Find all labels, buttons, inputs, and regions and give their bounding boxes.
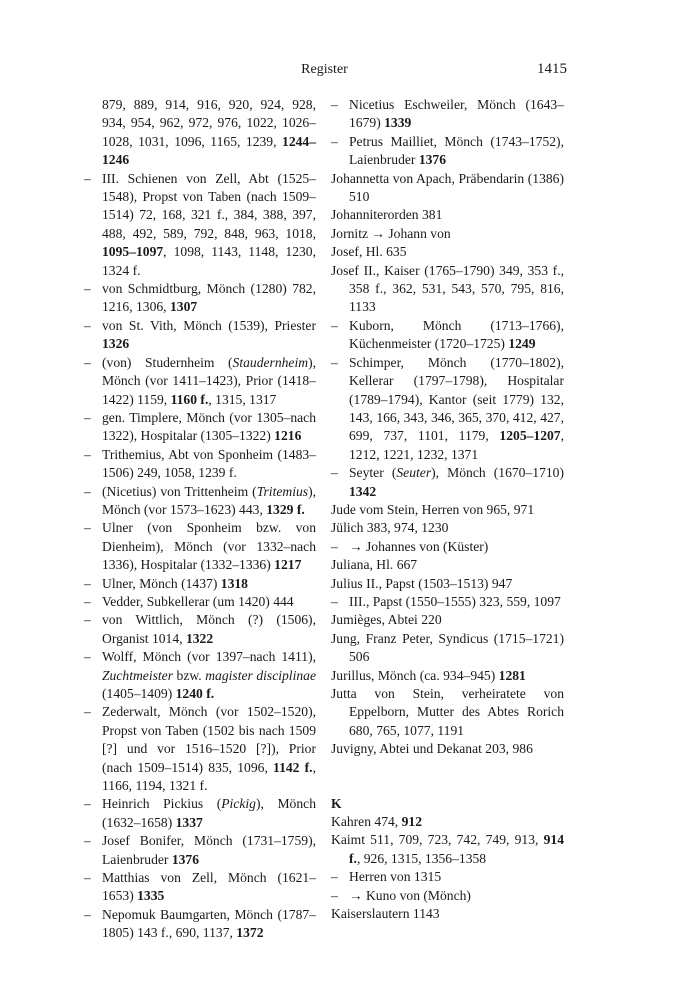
entry-text: Kaiserslautern 1143 (331, 906, 440, 922)
entry-text: III., Papst (1550–1555) 323, 559, 1097 (349, 593, 561, 609)
entry-text: Ulner, Mönch (1437) (102, 575, 221, 591)
entry-text: Jude vom Stein, Herren von 965, 971 (331, 501, 535, 517)
entry-text: ), Mönch (vor 1411–1423), Prior (1418–1422) 1159, (102, 354, 316, 407)
subentry-dash: – (331, 317, 338, 333)
entry-text: , 1098, 1143, 1148, 1230, 1324 f. (102, 244, 316, 278)
index-subentry (84, 575, 316, 593)
entry-text: Seyter ( (349, 465, 397, 481)
entry-text: Petrus Mailliet, Mönch (1743–1752), Laienbruder (349, 133, 564, 168)
entry-text: Zederwalt, Mönch (vor 1502–1520), Propst von Taben (1502 bis nach 1509 [?] und vor 1516–1520 [?]), Prior (nach 1509–1514) 835, 1096, (102, 704, 316, 775)
entry-text: (Nicetius) von Trittenheim ( (102, 483, 257, 499)
entry-text: 1142 f. (273, 759, 313, 775)
entry-text: Pickig (221, 796, 256, 812)
entry-text: Jutta von Stein, verheiratete von Eppelborn, Mutter des Abtes Rorich 680, 765, 1077, 1191 (331, 686, 564, 738)
entry-text: Trithemius, Abt von Sponheim (1483–1506) 249, 1058, 1239 f. (102, 446, 316, 481)
entry-text: Schimper, Mönch (1770–1802), Kellerar (1797–1798), Hospitalar (1789–1794), Kantor (seit 1779) 132, 143, 166, 343, 346, 365, 370, 412, 427, 699, 737, 1101, 1179, (349, 354, 564, 444)
entry-text: , 1166, 1194, 1321 f. (102, 759, 316, 794)
entry-text: ), Mönch (1670–1710) (431, 465, 564, 481)
entry-text: Josef II., Kaiser (1765–1790) 349, 353 f., 358 f., 362, 531, 543, 570, 795, 816, 1133 (331, 262, 564, 315)
entry-text: Staudernheim (232, 354, 309, 370)
entry-text: , 1315, 1317 (208, 391, 277, 407)
entry-text: Josef Bonifer, Mönch (1731–1759), Laienbruder (102, 833, 316, 867)
entry-text: → Kuno von (Mönch) (349, 887, 471, 903)
entry-text: K (331, 795, 342, 811)
entry-text: Kuborn, Mönch (1713–1766), Küchenmeister (1720–1725) (349, 317, 564, 352)
entry-text: Tritemius (256, 483, 309, 499)
index-entry (331, 262, 564, 317)
subentry-dash: – (84, 317, 91, 333)
entry-text: Juliana, Hl. 667 (331, 557, 418, 573)
subentry-dash: – (331, 593, 338, 609)
index-subentry (84, 795, 316, 832)
entry-text: Josef, Hl. 635 (331, 244, 407, 260)
entry-text: 1240 f. (175, 686, 215, 701)
index-entry (331, 225, 564, 243)
entry-text: Ulner (von Sponheim bzw. von Dienheim), Mönch (vor 1332–nach 1336), Hospitalar (1332–1336) (102, 520, 316, 573)
subentry-dash: – (84, 354, 91, 370)
entry-text: 1217 (274, 557, 302, 573)
entry-text: 1318 (220, 575, 248, 591)
index-entry (331, 519, 564, 537)
entry-text: 914 f. (349, 832, 564, 866)
entry-text: 1376 (171, 851, 200, 867)
entry-text: Jornitz → Johann von (331, 225, 451, 241)
index-subentry (331, 593, 564, 611)
entry-text: Herren von 1315 (349, 869, 442, 885)
subentry-dash: – (331, 354, 338, 370)
subentry-dash: – (84, 704, 91, 720)
subentry-dash: – (84, 870, 91, 886)
index-entry (331, 556, 564, 574)
entry-text: Vedder, Subkellerar (um 1420) 444 (102, 593, 294, 609)
running-head: Register (301, 62, 348, 77)
entry-text: Jung, Franz Peter, Syndicus (1715–1721) 506 (331, 630, 564, 665)
index-subentry (84, 409, 316, 446)
entry-text: 1376 (418, 152, 447, 168)
index-entry (331, 740, 564, 758)
subentry-dash: – (84, 409, 91, 425)
entry-text: III. Schienen von Zell, Abt (1525–1548), Propst von Taben (nach 1509–1514) 72, 168, 321 f., 384, 388, 397, 488, 492, 589, 792, 848, 963, 1018, (102, 170, 316, 241)
subentry-dash: – (84, 833, 91, 849)
index-entry (331, 501, 564, 519)
index-subentry (331, 96, 564, 133)
entry-text: Jumièges, Abtei 220 (331, 612, 442, 628)
index-subentry (84, 906, 316, 943)
subentry-dash: – (331, 465, 338, 481)
index-subentry (84, 519, 316, 574)
subentry-dash: – (331, 869, 338, 885)
entry-text: Nicetius Eschweiler, Mönch (1643–1679) (349, 97, 564, 131)
entry-text: 1326 (102, 336, 130, 352)
subentry-dash: – (84, 906, 91, 922)
entry-text: Wolff, Mönch (vor 1397–nach 1411), (102, 649, 316, 665)
entry-text: 879, 889, 914, 916, 920, 924, 928, 934, 954, 962, 972, 976, 1022, 1026–1028, 1031, 1096, 1165, 1239, (102, 97, 316, 149)
entry-text: Nepomuk Baumgarten, Mönch (1787–1805) 143 f., 690, 1137, (102, 906, 316, 941)
entry-text: (1405–1409) (102, 686, 176, 701)
index-subentry (84, 170, 316, 280)
entry-text: 1342 (349, 483, 377, 499)
entry-text: bzw. (172, 667, 206, 683)
page-header (82, 62, 567, 82)
entry-text: 1281 (498, 667, 526, 683)
subentry-dash: – (331, 887, 338, 903)
index-column-right (331, 96, 564, 923)
entry-text: 1160 f. (170, 391, 209, 407)
entry-text: , 926, 1315, 1356–1358 (356, 850, 487, 866)
index-subentry (84, 354, 316, 409)
index-subentry (84, 593, 316, 611)
entry-text: 1307 (169, 299, 198, 315)
entry-text: Heinrich Pickius ( (102, 796, 222, 812)
index-subentry (84, 703, 316, 795)
index-subentry (84, 280, 316, 317)
index-subentry (84, 832, 316, 869)
entry-text: magister disciplinae (205, 667, 316, 683)
entry-text: von St. Vith, Mönch (1539), Priester (102, 317, 316, 333)
entry-text: Kahren 474, (331, 814, 402, 830)
entry-text: 1244–1246 (102, 133, 316, 168)
index-subentry (331, 317, 564, 354)
index-entry (331, 630, 564, 667)
entry-text: von Wittlich, Mönch (?) (1506), Organist 1014, (102, 612, 316, 646)
subentry-dash: – (84, 446, 91, 462)
index-subentry (84, 317, 316, 354)
entry-text: Juvigny, Abtei und Dekanat 203, 986 (331, 741, 533, 757)
index-entry (331, 611, 564, 629)
entry-text: 1216 (274, 428, 302, 444)
index-entry (331, 667, 564, 685)
index-entry (331, 170, 564, 207)
entry-text: 1337 (175, 814, 203, 830)
entry-text: 1095–1097 (102, 244, 164, 260)
entry-text: ), Mönch (vor 1573–1623) 443, (102, 483, 316, 517)
entry-text: ), Mönch (1632–1658) (102, 796, 316, 830)
index-entry (331, 206, 564, 224)
index-subentry (331, 133, 564, 170)
subentry-dash: – (84, 575, 91, 591)
entry-text: Matthias von Zell, Mönch (1621–1653) (102, 870, 316, 904)
subentry-dash: – (84, 483, 91, 499)
subentry-dash: – (84, 170, 91, 186)
index-subentry (331, 538, 564, 556)
entry-text: Seuter (396, 465, 432, 481)
entry-text: 1329 f. (266, 501, 305, 517)
entry-text: 912 (401, 814, 422, 830)
entry-text: → Johannes von (Küster) (349, 538, 489, 554)
index-entry (331, 575, 564, 593)
index-letter-heading (331, 795, 564, 813)
entry-text: Julius II., Papst (1503–1513) 947 (331, 575, 513, 591)
subentry-dash: – (84, 649, 91, 665)
entry-text: Jurillus, Mönch (ca. 934–945) (331, 667, 499, 683)
subentry-dash: – (84, 796, 91, 812)
entry-text: 1205–1207 (499, 428, 561, 444)
entry-text: 1335 (137, 888, 165, 904)
index-subentry (331, 464, 564, 501)
entry-text: 1249 (508, 336, 536, 352)
index-subentry (84, 869, 316, 906)
index-subentry (331, 868, 564, 886)
entry-text: , 1212, 1221, 1232, 1371 (349, 428, 564, 462)
entry-text: 1322 (185, 630, 214, 646)
index-entry (84, 96, 316, 170)
page-number: 1415 (537, 61, 567, 77)
entry-text: gen. Timplere, Mönch (vor 1305–nach 1322), Hospitalar (1305–1322) (102, 409, 316, 444)
entry-text: Kaimt 511, 709, 723, 742, 749, 913, (331, 832, 544, 848)
index-subentry (84, 611, 316, 648)
index-entry (331, 831, 564, 868)
index-subentry (84, 648, 316, 703)
index-subentry (84, 446, 316, 483)
subentry-dash: – (84, 612, 91, 628)
subentry-dash: – (84, 593, 91, 609)
entry-text: 1339 (384, 115, 412, 131)
index-entry (331, 905, 564, 923)
index-entry (331, 685, 564, 740)
index-subentry (84, 483, 316, 520)
entry-text: von Schmidtburg, Mönch (1280) 782, 1216, 1306, (102, 281, 316, 315)
entry-text: Johanniterorden 381 (331, 207, 443, 223)
entry-text: Johannetta von Apach, Präbendarin (1386) 510 (331, 170, 564, 205)
entry-text: Zuchtmeister (102, 667, 173, 683)
subentry-dash: – (331, 133, 338, 149)
index-entry (331, 813, 564, 831)
index-subentry (331, 354, 564, 464)
index-subentry (331, 887, 564, 905)
subentry-dash: – (84, 520, 91, 536)
subentry-dash: – (84, 281, 91, 297)
subentry-dash: – (331, 538, 338, 554)
index-entry (331, 243, 564, 261)
subentry-dash: – (331, 97, 338, 112)
entry-text: Jülich 383, 974, 1230 (331, 520, 449, 536)
index-column-left (84, 96, 316, 943)
entry-text: 1372 (236, 925, 264, 941)
entry-text: (von) Studernheim ( (102, 354, 233, 370)
